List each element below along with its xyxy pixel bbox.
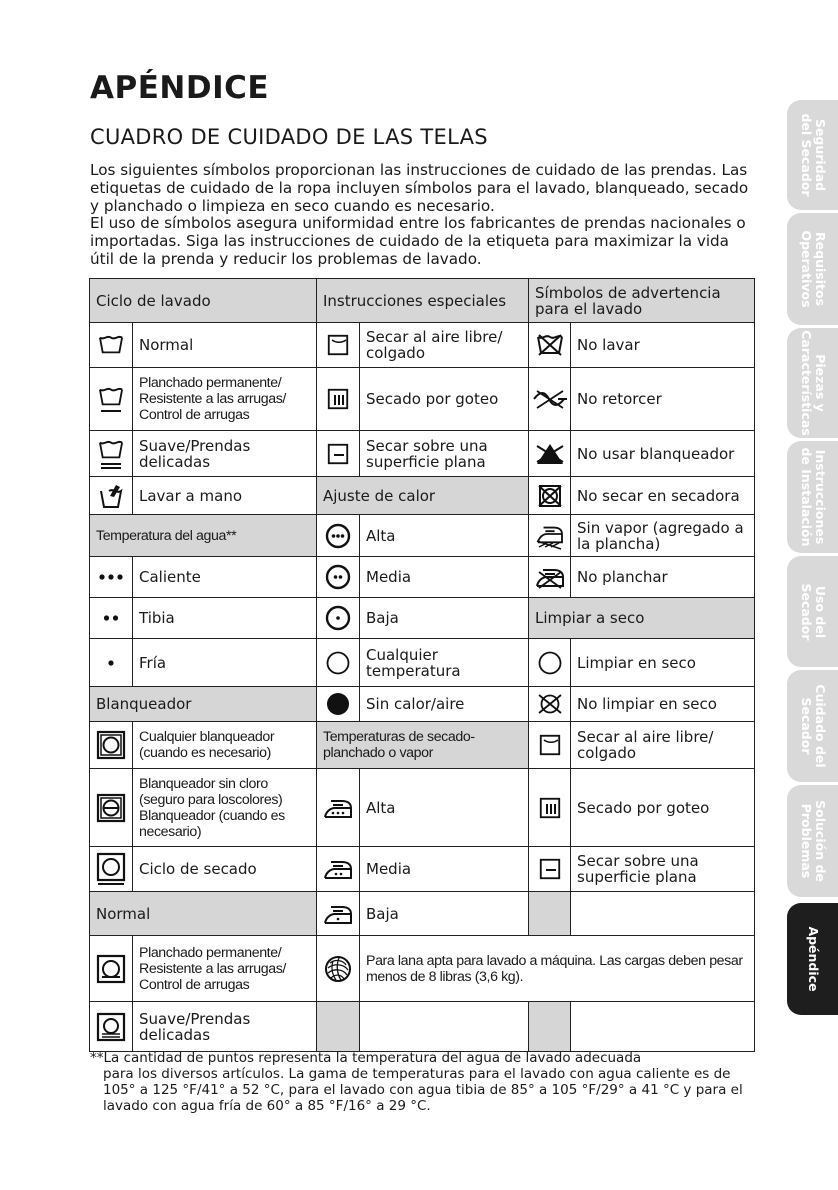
tab-apendice[interactable] — [787, 903, 838, 1015]
non-chlorine-bleach-label: Blanqueador sin cloro (seguro para loscolores) Blanqueador (cuando es necesario) — [133, 769, 317, 847]
section-tabs — [787, 0, 838, 1190]
cold-water-icon — [90, 639, 133, 687]
table-row — [90, 892, 755, 936]
tab-cuidado-del-secador[interactable] — [787, 670, 838, 782]
dry-flat-icon — [529, 847, 571, 892]
line-dry-icon — [317, 323, 360, 368]
warm-water-icon — [90, 598, 133, 639]
tab-label: Secador — [798, 582, 814, 641]
do-not-tumble-dry-label: No secar en secadora — [571, 477, 755, 515]
tab-label: Problemas — [798, 803, 814, 879]
table-row — [90, 769, 755, 847]
tumble-dry-delicate-icon — [90, 1002, 133, 1052]
table-row — [90, 515, 755, 557]
no-steam-label: Sin vapor (agregado a la plancha) — [571, 515, 755, 557]
table-row — [90, 477, 755, 515]
do-not-tumble-dry-icon — [529, 477, 571, 515]
hand-wash-icon — [90, 477, 133, 515]
tab-label: Solución de — [812, 800, 828, 882]
line-dry-label: Secar al aire libre/ colgado — [571, 722, 755, 769]
do-not-dry-clean-icon — [529, 687, 571, 722]
dry-medium-label: Media — [360, 557, 529, 598]
footnote-line-1: **La cantidad de puntos representa la temperatura del agua de lavado adecuada — [90, 1050, 642, 1066]
wool-description: Para lana apta para lavado a máquina. Las cargas deben pesar menos de 8 libras (3,6 kg). — [360, 936, 755, 1002]
table-row — [90, 639, 755, 687]
page-heading: APÉNDICE — [90, 70, 270, 106]
do-not-wring-label: No retorcer — [571, 368, 755, 431]
hand-wash-label: Lavar a mano — [133, 477, 317, 515]
tab-label: Características — [798, 330, 814, 436]
tab-instrucciones-de-instalacion[interactable] — [787, 441, 838, 553]
wash-delicate-label: Suave/Prendas delicadas — [133, 431, 317, 477]
heat-setting-header: Ajuste de calor — [317, 477, 529, 515]
wash-normal-label: Normal — [133, 323, 317, 368]
intro-paragraph-2: El uso de símbolos asegura uniformidad entre los fabricantes de prendas nacionales o importadas. Siga las instrucciones de cuidado de la etiqueta para maximizar la vida útil de la prenda y reducir los problemas de lavado. — [90, 214, 746, 268]
dry-any-heat-icon — [317, 639, 360, 687]
any-bleach-icon — [90, 722, 133, 769]
tumble-dry-delicate-label: Suave/Prendas delicadas — [133, 1002, 317, 1052]
drip-dry-icon — [317, 368, 360, 431]
intro-text — [90, 162, 755, 269]
iron-high-icon — [317, 769, 360, 847]
wash-normal-icon — [90, 323, 133, 368]
iron-low-label: Baja — [360, 892, 529, 936]
dry-low-label: Baja — [360, 598, 529, 639]
table-row — [90, 936, 755, 1002]
empty-cell — [529, 1002, 571, 1052]
non-chlorine-bleach-icon — [90, 769, 133, 847]
iron-high-label: Alta — [360, 769, 529, 847]
tab-label: Piezas y — [812, 354, 828, 412]
table-row — [90, 687, 755, 722]
iron-medium-icon — [317, 847, 360, 892]
cold-water-label: Fría — [133, 639, 317, 687]
header-special-instructions: Instrucciones especiales — [317, 279, 529, 323]
tab-label: Secador — [798, 697, 814, 755]
empty-cell — [317, 1002, 360, 1052]
any-bleach-label: Cualquier blanqueador (cuando es necesario) — [133, 722, 317, 769]
tab-requisitos-operativos[interactable] — [787, 213, 838, 325]
empty-cell — [529, 892, 571, 936]
fabric-care-table — [89, 278, 755, 1052]
no-heat-icon — [317, 687, 360, 722]
tab-piezas-y-caracteristicas[interactable] — [787, 328, 838, 438]
line-dry-icon — [529, 722, 571, 769]
iron-medium-label: Media — [360, 847, 529, 892]
tab-uso-del-secador[interactable] — [787, 556, 838, 667]
dry-flat-icon — [317, 431, 360, 477]
table-row — [90, 323, 755, 368]
do-not-iron-icon — [529, 557, 571, 598]
tab-label: Apéndice — [805, 926, 821, 992]
table-row — [90, 557, 755, 598]
table-row — [90, 722, 755, 769]
dry-clean-icon — [529, 639, 571, 687]
water-temperature-header: Temperatura del agua** — [90, 515, 317, 557]
do-not-bleach-label: No usar blanqueador — [571, 431, 755, 477]
tumble-dry-icon — [90, 847, 133, 892]
drip-dry-label: Secado por goteo — [360, 368, 529, 431]
empty-cell — [571, 1002, 755, 1052]
do-not-wring-icon — [529, 368, 571, 431]
footnote-rest: para los diversos artículos. La gama de temperaturas para el lavado con agua caliente es de 105° a 125 °F/41° a 52 °C, para el lavado con agua tibia de 85° a 105 °F/29° a 41 °C y para el lavado con agua fría de 60° a 85 °F/16° a 29 °C. — [103, 1066, 743, 1114]
wool-icon — [317, 936, 360, 1002]
table-row — [90, 431, 755, 477]
dry-clean-label: Limpiar en seco — [571, 639, 755, 687]
normal-dry-header: Normal — [90, 892, 317, 936]
warm-water-label: Tibia — [133, 598, 317, 639]
tab-label: Seguridad — [812, 118, 828, 192]
table-header-row — [90, 279, 755, 323]
hot-water-icon — [90, 557, 133, 598]
tab-label: Operativos — [798, 230, 814, 308]
dry-high-heat-icon — [317, 515, 360, 557]
bleach-header: Blanqueador — [90, 687, 317, 722]
line-dry-label: Secar al aire libre/ colgado — [360, 323, 529, 368]
tab-label: Instrucciones — [812, 449, 828, 545]
tab-solucion-de-problemas[interactable] — [787, 785, 838, 897]
table-row — [90, 847, 755, 892]
dry-medium-heat-icon — [317, 557, 360, 598]
tab-label: del Secador — [798, 113, 814, 197]
header-warning-symbols: Símbolos de advertencia para el lavado — [529, 279, 755, 323]
header-wash-cycle: Ciclo de lavado — [90, 279, 317, 323]
do-not-iron-label: No planchar — [571, 557, 755, 598]
dry-clean-header: Limpiar a seco — [529, 598, 755, 639]
empty-cell — [571, 892, 755, 936]
tumble-dry-permanent-press-icon — [90, 936, 133, 1002]
do-not-wash-icon — [529, 323, 571, 368]
no-steam-icon — [529, 515, 571, 557]
footnote — [90, 1050, 750, 1114]
tab-label: Requisitos — [812, 232, 828, 306]
tab-label: Cuidado del — [812, 684, 828, 768]
tumble-dry-permanent-press-label: Planchado permanente/ Resistente a las arrugas/ Control de arrugas — [133, 936, 317, 1002]
drip-dry-label: Secado por goteo — [571, 769, 755, 847]
drip-dry-icon — [529, 769, 571, 847]
wash-permanent-press-icon — [90, 368, 133, 431]
hot-water-label: Caliente — [133, 557, 317, 598]
dry-flat-label: Secar sobre una superficie plana — [360, 431, 529, 477]
dry-high-label: Alta — [360, 515, 529, 557]
dry-low-heat-icon — [317, 598, 360, 639]
no-heat-label: Sin calor/aire — [360, 687, 529, 722]
do-not-wash-label: No lavar — [571, 323, 755, 368]
ironing-temperature-header: Temperaturas de secado- planchado o vapor — [317, 722, 529, 769]
wash-permanent-press-label: Planchado permanente/ Resistente a las arrugas/ Control de arrugas — [133, 368, 317, 431]
tab-seguridad-del-secador[interactable] — [787, 100, 838, 210]
table-row — [90, 598, 755, 639]
tumble-dry-label: Ciclo de secado — [133, 847, 317, 892]
do-not-dry-clean-label: No limpiar en seco — [571, 687, 755, 722]
wash-delicate-icon — [90, 431, 133, 477]
tab-label: Uso del — [812, 585, 828, 638]
dry-any-heat-label: Cualquier temperatura — [360, 639, 529, 687]
empty-cell — [360, 1002, 529, 1052]
section-title: CUADRO DE CUIDADO DE LAS TELAS — [90, 125, 488, 149]
iron-low-icon — [317, 892, 360, 936]
intro-paragraph-1: Los siguientes símbolos proporcionan las instrucciones de cuidado de las prendas. Las etiquetas de cuidado de la ropa incluyen símbolos para el lavado, blanqueado, secado y planchado o limpieza en seco cuando es necesario. — [90, 161, 749, 215]
table-row — [90, 1002, 755, 1052]
dry-flat-label: Secar sobre una superficie plana — [571, 847, 755, 892]
do-not-bleach-icon — [529, 431, 571, 477]
tab-label: de Instalación — [798, 447, 814, 547]
table-row — [90, 368, 755, 431]
